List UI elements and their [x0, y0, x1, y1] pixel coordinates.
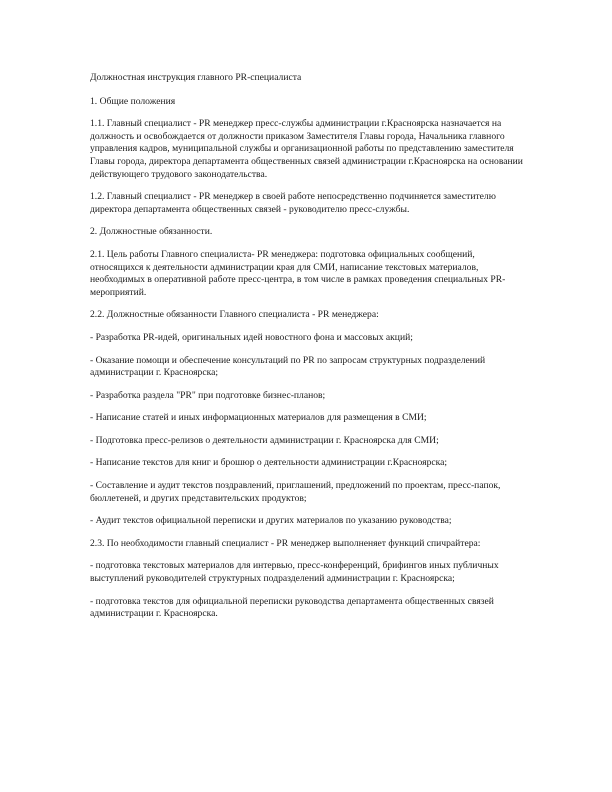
section-heading: 1. Общие положения — [90, 95, 176, 107]
paragraph: 2.1. Цель работы Главного специалиста- PR менеджера: подготовка официальных сообщений, относящихся к деятельности администрации края для СМИ, написание текстовых материалов, необходимых в оперативной работе пресс-центра, в том числе в рамках проведения специальных PR-мероприятий. — [90, 248, 506, 298]
paragraph: 1.2. Главный специалист - PR менеджер в своей работе непосредственно подчиняется заместителю директора департамента общественных связей - руководителю пресс-службы. — [90, 191, 496, 215]
list-item: - Аудит текстов официальной переписки и других материалов по указанию руководства; — [90, 515, 452, 527]
paragraph: 2.2. Должностные обязанности Главного специалиста - PR менеджера: — [90, 309, 379, 321]
list-item: - Разработка раздела "PR" при подготовке бизнес-планов; — [90, 389, 326, 401]
document-page — [90, 72, 530, 631]
list-item: - подготовка текстовых материалов для интервью, пресс-конференций, брифингов иных публичных выступлений руководителей структурных подразделений администрации г. Красноярска; — [90, 560, 499, 585]
paragraph: 1.1. Главный специалист - PR менеджер пресс-службы администрации г.Красноярска назначается на должность и освобождается от должности приказом Заместителя Главы города, Начальника главного управления кадров, муниципальной службы и организационной работы по представлению заместителя Главы города, директора департамента общественных связей администрации г.Красноярска на основании действующего трудового законодательства. — [90, 118, 523, 180]
list-item: - Подготовка пресс-релизов о деятельности администрации г. Красноярска для СМИ; — [90, 434, 439, 446]
list-item: - Написание статей и иных информационных материалов для размещения в СМИ; — [90, 412, 427, 424]
list-item: - Написание текстов для книг и брошюр о деятельности администрации г.Красноярска; — [90, 457, 448, 469]
document-title: Должностная инструкция главного PR-специалиста — [90, 72, 302, 83]
list-item: - Оказание помощи и обеспечение консультаций по PR по запросам структурных подразделений администрации г. Красноярска; — [90, 354, 486, 379]
paragraph: 2.3. По необходимости главный специалист - PR менеджер выполненяет функций спичрайтера: — [90, 537, 481, 549]
section-heading: 2. Должностные обязанности. — [90, 226, 213, 238]
list-item: - Составление и аудит текстов поздравлений, приглашений, предложений по проектам, пресс-папок, бюллетеней, и других представительских продуктов; — [90, 480, 501, 504]
list-item: - Разработка PR-идей, оригинальных идей новостного фона и массовых акций; — [90, 331, 413, 343]
list-item: - подготовка текстов для официальной переписки руководства департамента общественных связей администрации г. Красноярска. — [90, 595, 494, 620]
